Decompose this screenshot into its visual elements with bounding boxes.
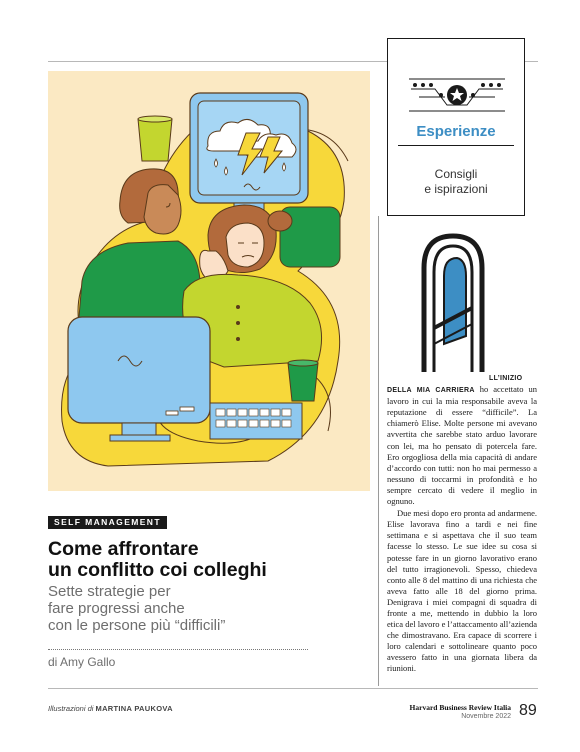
paragraph (387, 372, 537, 507)
article-subhead (48, 583, 368, 634)
headline-line: un conflitto coi colleghi (48, 559, 267, 581)
illustration-credit (48, 704, 173, 713)
magazine-info (410, 703, 511, 721)
section-box (387, 38, 525, 216)
article-illustration (48, 71, 370, 491)
issue-date: Novembre 2022 (461, 713, 511, 720)
article-headline (48, 539, 368, 581)
lead-in: LL’INIZIO (489, 375, 523, 382)
lead-in: DELLA MIA CARRIERA (387, 387, 475, 395)
section-tag: SELF MANAGEMENT (48, 516, 167, 529)
credit-name: MARTINA PAUKOVA (95, 704, 173, 713)
drop-cap (420, 232, 486, 377)
dotted-divider (48, 649, 308, 650)
page-number: 89 (519, 702, 537, 719)
drop-cap-letter (486, 232, 487, 233)
subtitle-line: Consigli (434, 167, 478, 181)
column-divider (378, 216, 379, 686)
magazine-name: Harvard Business Review Italia (409, 703, 511, 712)
box-rule (398, 145, 514, 146)
byline: di Amy Gallo (48, 655, 116, 669)
section-title: Esperienze (416, 123, 496, 140)
paragraph: Due mesi dopo ero pronta ad andarmene. Elise lavorava fino a tardi e nei fine settimana e si aspettava che il suo team facesse lo stesso. Le sue idee su cosa si potesse fare in un giorno lavorativo erano del tutto irragionevoli. Spesso, chiedeva conto alle 8 del mattino di una richiesta che aveva fatto alle 18 del giorno prima. Denigrava i miei compagni di squadra di fronte a me, mettendo in dubbio la loro etica del lavoro e l’attaccamento all’azienda che dimostravano. Era capace di scorrere i loro calendari e sottolineare quanto poco avessero fatto in una giornata libera da riunioni. (387, 508, 537, 674)
laurel-star-icon (405, 75, 509, 120)
subhead-line: con le persone più “difficili” (48, 617, 226, 634)
paragraph-text: ho accettato un lavoro in cui la mia responsabile aveva la reputazione di essere “difficile”. La chiamerò Elise. Molte persone mi avevano avvertita che sarebbe stato arduo lavorare con lei, ma ho pensato di potercela fare. Ero orgogliosa della mia capacità di andare d’accordo con tutti: non ho mai permesso a nessuno di toccarmi in profondità e ho sempre cercato di vedere il meglio in ognuno. (387, 384, 537, 507)
subhead-line: Sette strategie per (48, 583, 171, 600)
article-body (387, 372, 537, 675)
subhead-line: fare progressi anche (48, 600, 185, 617)
footer-rule (48, 688, 538, 689)
headline-line: Come affrontare (48, 538, 199, 560)
section-subtitle (388, 167, 524, 197)
subtitle-line: e ispirazioni (424, 182, 488, 196)
credit-prefix: Illustrazioni di (48, 704, 94, 713)
